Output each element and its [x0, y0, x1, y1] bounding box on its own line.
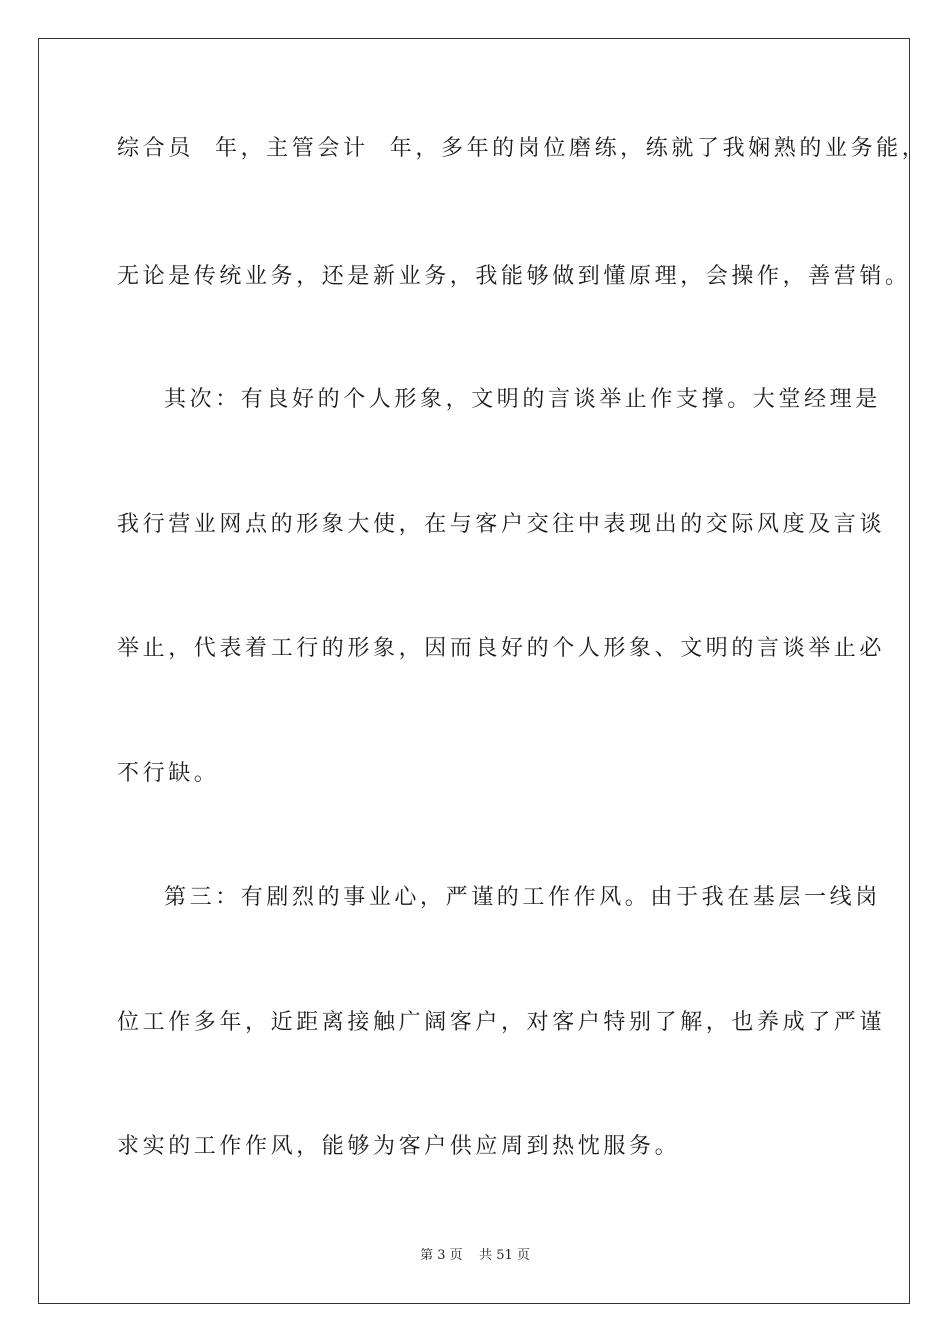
page-number-footer: 第 3 页 共 51 页 — [420, 1248, 530, 1263]
paragraph-line-9: 求实的工作作风，能够为客户供应周到热忱服务。 — [117, 1134, 681, 1159]
paragraph-line-8: 位工作多年，近距离接触广阔客户，对客户特别了解，也养成了严谨 — [117, 1010, 886, 1035]
page-border — [38, 38, 910, 1304]
paragraph-line-2: 无论是传统业务，还是新业务，我能够做到懂原理，会操作，善营销。 — [117, 264, 911, 289]
paragraph-line-1: 综合员 年，主管会计 年，多年的岗位磨练，练就了我娴熟的业务能， — [117, 136, 928, 161]
paragraph-line-5: 举止，代表着工行的形象，因而良好的个人形象、文明的言谈举止必 — [117, 636, 886, 661]
paragraph-line-4: 我行营业网点的形象大使，在与客户交往中表现出的交际风度及言谈 — [117, 512, 886, 537]
paragraph-line-7: 第三：有剧烈的事业心，严谨的工作作风。由于我在基层一线岗 — [164, 885, 881, 910]
paragraph-line-6: 不行缺。 — [117, 761, 220, 786]
paragraph-line-3: 其次：有良好的个人形象，文明的言谈举止作支撑。大堂经理是 — [164, 387, 881, 412]
